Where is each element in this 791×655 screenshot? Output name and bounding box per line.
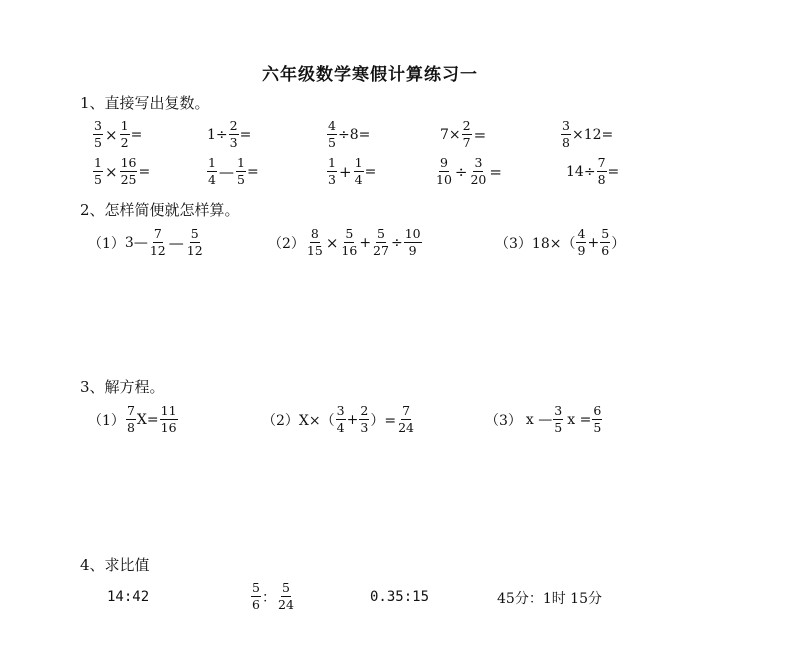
fraction: $\frac{5}{6}$ — [601, 226, 610, 258]
problem-1-6: $\frac{1}{5}$ × $\frac{16}{25}$ = — [94, 155, 151, 187]
ratio-4-2: $\frac{5}{6}$ ： $\frac{5}{24}$ — [252, 580, 294, 612]
fraction: $\frac{5}{12}$ — [186, 226, 203, 258]
section-2-heading: 2、怎样简便就怎样算。 — [80, 201, 240, 219]
fraction: $\frac{5}{6}$ — [252, 580, 260, 612]
fraction: $\frac{5}{24}$ — [278, 580, 294, 612]
problem-1-2: 1÷ $\frac{2}{3}$ = — [207, 118, 252, 150]
fraction: $\frac{8}{15}$ — [306, 226, 323, 258]
problem-1-9: $\frac{9}{10}$ ÷ $\frac{3}{20}$ = — [436, 155, 502, 187]
fraction: $\frac{10}{9}$ — [404, 226, 421, 258]
problem-1-4: 7× $\frac{2}{7}$ = — [440, 118, 487, 150]
fraction: $\frac{3}{5}$ — [94, 118, 102, 150]
problem-1-3: $\frac{4}{5}$ ÷8= — [328, 118, 371, 150]
fraction: $\frac{7}{24}$ — [398, 403, 414, 435]
equation-3-2: （2） X×（ $\frac{3}{4}$ + $\frac{2}{3}$ ）= $\frac{7}{24}$ — [262, 403, 414, 435]
problem-1-10: 14÷ $\frac{7}{8}$ = — [566, 155, 620, 187]
fraction: $\frac{11}{16}$ — [160, 403, 177, 435]
fraction: $\frac{2}{3}$ — [360, 403, 369, 435]
ratio-4-4: 45分：1时 15分 — [497, 591, 602, 607]
fraction: $\frac{4}{5}$ — [328, 118, 336, 150]
fraction: $\frac{3}{5}$ — [554, 403, 563, 435]
fraction: $\frac{3}{20}$ — [470, 155, 487, 187]
section-4-heading: 4、求比值 — [80, 556, 150, 574]
fraction: $\frac{1}{3}$ — [328, 155, 336, 187]
fraction: $\frac{7}{8}$ — [597, 155, 606, 187]
problem-2-2: （2） $\frac{8}{15}$ × $\frac{5}{16}$ + $\frac{5}{27}$ ÷ $\frac{10}{9}$ — [268, 226, 421, 258]
problem-2-3: （3） 18×（ $\frac{4}{9}$ + $\frac{5}{6}$ ） — [495, 226, 626, 258]
fraction: $\frac{5}{16}$ — [341, 226, 358, 258]
fraction: $\frac{1}{4}$ — [354, 155, 363, 187]
fraction: $\frac{5}{27}$ — [373, 226, 389, 258]
fraction: $\frac{16}{25}$ — [120, 155, 137, 187]
fraction: $\frac{2}{3}$ — [229, 118, 238, 150]
fraction: $\frac{2}{7}$ — [462, 118, 471, 150]
equation-3-1: （1） $\frac{7}{8}$ X= $\frac{11}{16}$ — [88, 403, 177, 435]
fraction: $\frac{9}{10}$ — [436, 155, 452, 187]
fraction: $\frac{6}{5}$ — [593, 403, 602, 435]
page-title: 六年级数学寒假计算练习一 — [262, 65, 478, 85]
problem-1-8: $\frac{1}{3}$ + $\frac{1}{4}$ = — [328, 155, 377, 187]
problem-1-1: $\frac{3}{5}$ × $\frac{1}{2}$ = — [94, 118, 143, 150]
fraction: $\frac{7}{12}$ — [149, 226, 166, 258]
ratio-4-1: 14:42 — [107, 589, 150, 605]
equation-3-3: （3） x — $\frac{3}{5}$ x = $\frac{6}{5}$ — [485, 403, 602, 435]
fraction: $\frac{1}{4}$ — [208, 155, 216, 187]
fraction: $\frac{1}{2}$ — [120, 118, 129, 150]
fraction: $\frac{3}{4}$ — [336, 403, 345, 435]
section-1-heading: 1、直接写出复数。 — [80, 94, 210, 112]
fraction: $\frac{3}{8}$ — [562, 118, 570, 150]
fraction: $\frac{1}{5}$ — [94, 155, 102, 187]
fraction: $\frac{7}{8}$ — [126, 403, 135, 435]
ratio-4-3: 0.35:15 — [370, 589, 430, 605]
problem-2-1: （1） 3— $\frac{7}{12}$ — $\frac{5}{12}$ — [88, 226, 203, 258]
problem-1-5: $\frac{3}{8}$ ×12= — [562, 118, 614, 150]
problem-1-7: $\frac{1}{4}$ — $\frac{1}{5}$ = — [208, 155, 259, 187]
section-3-heading: 3、解方程。 — [80, 378, 165, 396]
fraction: $\frac{1}{5}$ — [237, 155, 245, 187]
fraction: $\frac{4}{9}$ — [577, 226, 586, 258]
